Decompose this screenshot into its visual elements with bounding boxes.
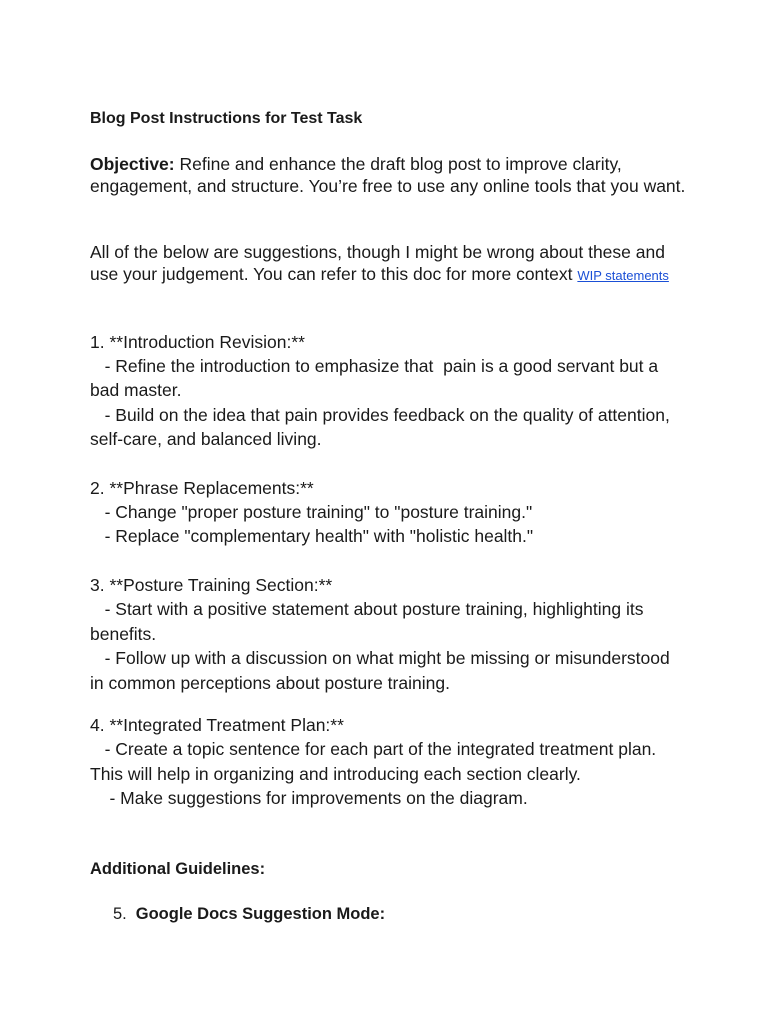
note-text: All of the below are suggestions, though I might be wrong about these and use your judgement. You can refer to this doc for more context bbox=[90, 242, 665, 284]
section-heading-posture-training: 3. **Posture Training Section:** bbox=[90, 575, 333, 595]
section-line: self-care, and balanced living. bbox=[90, 429, 322, 449]
section-line: - Change "proper posture training" to "posture training." bbox=[90, 502, 533, 522]
section-line: This will help in organizing and introducing each section clearly. bbox=[90, 764, 581, 784]
section-heading-introduction: 1. **Introduction Revision:** bbox=[90, 332, 305, 352]
section-line: in common perceptions about posture training. bbox=[90, 673, 450, 693]
list-number: 5. bbox=[113, 905, 127, 923]
section-line: - Build on the idea that pain provides feedback on the quality of attention, bbox=[90, 405, 670, 425]
section-line: - Follow up with a discussion on what might be missing or misunderstood bbox=[90, 648, 670, 668]
objective-label: Objective: bbox=[90, 154, 175, 174]
note-paragraph bbox=[90, 241, 690, 287]
additional-guidelines-heading: Additional Guidelines: bbox=[90, 860, 266, 878]
objective-paragraph bbox=[90, 153, 690, 197]
document-title: Blog Post Instructions for Test Task bbox=[90, 110, 363, 127]
section-line: - Replace "complementary health" with "holistic health." bbox=[90, 526, 534, 546]
section-line: benefits. bbox=[90, 624, 157, 644]
section-line: - Refine the introduction to emphasize that pain is a good servant but a bbox=[90, 356, 659, 376]
list-item-text: Google Docs Suggestion Mode: bbox=[135, 905, 386, 923]
numbered-item-suggestion-mode bbox=[113, 905, 385, 924]
section-line: bad master. bbox=[90, 380, 182, 400]
objective-text: Refine and enhance the draft blog post to improve clarity, engagement, and structure. You’re free to use any online tools that you want. bbox=[90, 154, 686, 196]
section-heading-phrase-replacements: 2. **Phrase Replacements:** bbox=[90, 478, 314, 498]
section-line: - Start with a positive statement about posture training, highlighting its bbox=[90, 599, 644, 619]
section-line: - Create a topic sentence for each part of the integrated treatment plan. bbox=[90, 739, 657, 759]
wip-statements-link[interactable]: WIP statements bbox=[577, 268, 669, 283]
section-line: - Make suggestions for improvements on the diagram. bbox=[90, 788, 528, 808]
section-heading-integrated-treatment-plan: 4. **Integrated Treatment Plan:** bbox=[90, 715, 344, 735]
